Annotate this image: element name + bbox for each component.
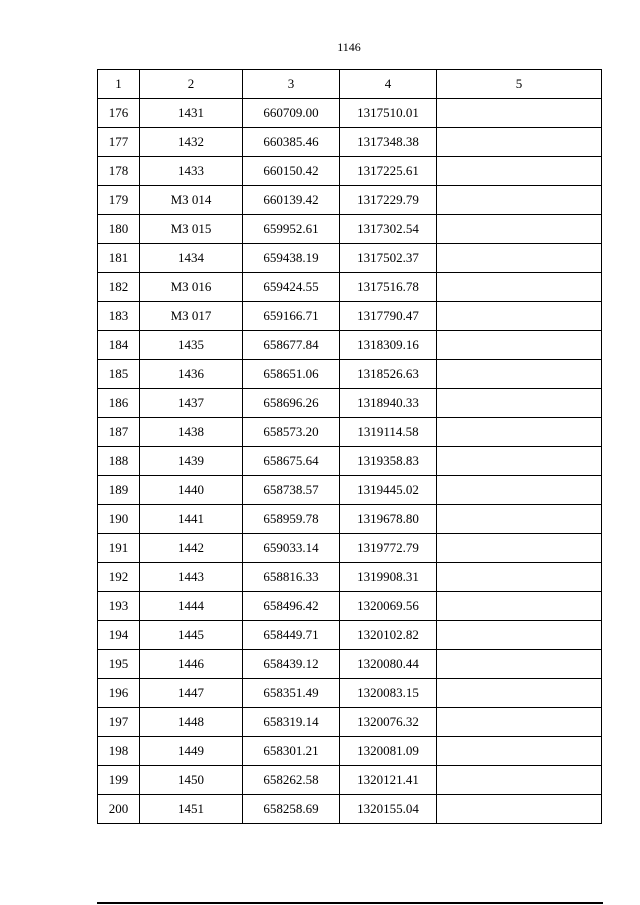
table-cell-col-3: 658677.84: [243, 331, 340, 360]
table-cell-col-2: 1442: [140, 534, 243, 563]
table-row: [98, 766, 602, 795]
table-cell-col-3: 658262.58: [243, 766, 340, 795]
table-cell-col-5: [437, 505, 602, 534]
column-header-3: 3: [243, 70, 340, 99]
table-row: [98, 505, 602, 534]
table-cell-col-3: 658573.20: [243, 418, 340, 447]
table-cell-col-2: 1447: [140, 679, 243, 708]
table-cell-col-2: 1448: [140, 708, 243, 737]
coordinates-table: [97, 69, 602, 824]
table-cell-col-5: [437, 795, 602, 824]
column-header-5: 5: [437, 70, 602, 99]
table-cell-col-4: 1317225.61: [340, 157, 437, 186]
table-cell-col-2: 1449: [140, 737, 243, 766]
table-cell-col-4: 1317302.54: [340, 215, 437, 244]
table-cell-col-1: 181: [98, 244, 140, 273]
table-cell-col-5: [437, 737, 602, 766]
table-cell-col-4: 1317516.78: [340, 273, 437, 302]
table-cell-col-5: [437, 273, 602, 302]
table-cell-col-3: 658675.64: [243, 447, 340, 476]
table-cell-col-3: 659033.14: [243, 534, 340, 563]
table-row: [98, 244, 602, 273]
table-cell-col-4: 1317229.79: [340, 186, 437, 215]
table-cell-col-2: 1434: [140, 244, 243, 273]
table-cell-col-2: 1437: [140, 389, 243, 418]
table-cell-col-1: 185: [98, 360, 140, 389]
table-cell-col-4: 1320083.15: [340, 679, 437, 708]
table-cell-col-3: 658738.57: [243, 476, 340, 505]
table-cell-col-4: 1317348.38: [340, 128, 437, 157]
table-cell-col-3: 658959.78: [243, 505, 340, 534]
table-cell-col-1: 189: [98, 476, 140, 505]
table-cell-col-2: 1440: [140, 476, 243, 505]
table-cell-col-1: 176: [98, 99, 140, 128]
table-cell-col-3: 658449.71: [243, 621, 340, 650]
table-cell-col-1: 200: [98, 795, 140, 824]
page-number: 1146: [337, 40, 361, 54]
table-cell-col-3: 658439.12: [243, 650, 340, 679]
table-cell-col-5: [437, 621, 602, 650]
table-cell-col-4: 1319908.31: [340, 563, 437, 592]
table-row: [98, 302, 602, 331]
table-cell-col-5: [437, 592, 602, 621]
table-cell-col-4: 1320076.32: [340, 708, 437, 737]
table-row: [98, 795, 602, 824]
table-cell-col-2: 1450: [140, 766, 243, 795]
table-cell-col-1: 183: [98, 302, 140, 331]
table-row: [98, 215, 602, 244]
table-cell-col-1: 190: [98, 505, 140, 534]
table-cell-col-2: МЗ 017: [140, 302, 243, 331]
table-cell-col-3: 658258.69: [243, 795, 340, 824]
table-cell-col-1: 192: [98, 563, 140, 592]
table-cell-col-4: 1320121.41: [340, 766, 437, 795]
table-cell-col-1: 193: [98, 592, 140, 621]
table-cell-col-4: 1320155.04: [340, 795, 437, 824]
table-cell-col-1: 186: [98, 389, 140, 418]
table-cell-col-5: [437, 157, 602, 186]
table-cell-col-4: 1319772.79: [340, 534, 437, 563]
table-row: [98, 157, 602, 186]
table-cell-col-1: 194: [98, 621, 140, 650]
table-cell-col-5: [437, 679, 602, 708]
table-cell-col-3: 660139.42: [243, 186, 340, 215]
table-cell-col-3: 658301.21: [243, 737, 340, 766]
table-cell-col-2: МЗ 015: [140, 215, 243, 244]
table-cell-col-1: 177: [98, 128, 140, 157]
table-cell-col-3: 659438.19: [243, 244, 340, 273]
table-cell-col-4: 1317790.47: [340, 302, 437, 331]
column-header-2: 2: [140, 70, 243, 99]
table-cell-col-5: [437, 331, 602, 360]
table-cell-col-5: [437, 99, 602, 128]
table-body: [98, 99, 602, 824]
table-cell-col-3: 658651.06: [243, 360, 340, 389]
table-row: [98, 273, 602, 302]
table-cell-col-2: 1436: [140, 360, 243, 389]
table-cell-col-1: 184: [98, 331, 140, 360]
table-row: [98, 708, 602, 737]
table-row: [98, 186, 602, 215]
column-header-4: 4: [340, 70, 437, 99]
table-cell-col-3: 659952.61: [243, 215, 340, 244]
table-cell-col-1: 182: [98, 273, 140, 302]
table-cell-col-4: 1319445.02: [340, 476, 437, 505]
table-cell-col-5: [437, 418, 602, 447]
table-cell-col-4: 1320081.09: [340, 737, 437, 766]
table-cell-col-4: 1317502.37: [340, 244, 437, 273]
table-row: [98, 418, 602, 447]
table-cell-col-2: 1439: [140, 447, 243, 476]
table-cell-col-4: 1318309.16: [340, 331, 437, 360]
table-cell-col-5: [437, 447, 602, 476]
table-cell-col-3: 660385.46: [243, 128, 340, 157]
table-cell-col-4: 1320080.44: [340, 650, 437, 679]
table-cell-col-3: 658351.49: [243, 679, 340, 708]
table-cell-col-5: [437, 186, 602, 215]
table-row: [98, 476, 602, 505]
table-cell-col-1: 180: [98, 215, 140, 244]
table-cell-col-4: 1319678.80: [340, 505, 437, 534]
table-cell-col-3: 658696.26: [243, 389, 340, 418]
table-cell-col-2: 1433: [140, 157, 243, 186]
table-cell-col-5: [437, 360, 602, 389]
table-row: [98, 592, 602, 621]
table-row: [98, 331, 602, 360]
table-cell-col-2: 1435: [140, 331, 243, 360]
table-cell-col-1: 191: [98, 534, 140, 563]
table-cell-col-2: 1438: [140, 418, 243, 447]
table-cell-col-2: МЗ 016: [140, 273, 243, 302]
table-cell-col-1: 197: [98, 708, 140, 737]
table-cell-col-1: 187: [98, 418, 140, 447]
table-row: [98, 128, 602, 157]
table-cell-col-5: [437, 708, 602, 737]
table-cell-col-5: [437, 650, 602, 679]
table-cell-col-3: 658496.42: [243, 592, 340, 621]
table-cell-col-5: [437, 766, 602, 795]
table-cell-col-2: 1432: [140, 128, 243, 157]
table-row: [98, 621, 602, 650]
footer-divider: [97, 902, 603, 904]
table-cell-col-1: 196: [98, 679, 140, 708]
table-header-row: [98, 70, 602, 99]
table-cell-col-4: 1318526.63: [340, 360, 437, 389]
table-row: [98, 679, 602, 708]
table-row: [98, 447, 602, 476]
table-row: [98, 389, 602, 418]
table-cell-col-1: 178: [98, 157, 140, 186]
table-row: [98, 650, 602, 679]
table-cell-col-2: 1441: [140, 505, 243, 534]
table-cell-col-4: 1319358.83: [340, 447, 437, 476]
table-row: [98, 99, 602, 128]
table-cell-col-2: 1431: [140, 99, 243, 128]
table-cell-col-3: 660709.00: [243, 99, 340, 128]
table-cell-col-4: 1317510.01: [340, 99, 437, 128]
table-cell-col-1: 179: [98, 186, 140, 215]
table-cell-col-2: 1444: [140, 592, 243, 621]
table-cell-col-2: 1451: [140, 795, 243, 824]
table-row: [98, 563, 602, 592]
table-cell-col-5: [437, 389, 602, 418]
table-cell-col-2: 1445: [140, 621, 243, 650]
table-cell-col-5: [437, 244, 602, 273]
table-cell-col-3: 658816.33: [243, 563, 340, 592]
table-cell-col-1: 198: [98, 737, 140, 766]
table-row: [98, 737, 602, 766]
table-cell-col-1: 199: [98, 766, 140, 795]
table-cell-col-1: 195: [98, 650, 140, 679]
table-cell-col-4: 1318940.33: [340, 389, 437, 418]
table-cell-col-5: [437, 476, 602, 505]
table-cell-col-2: 1443: [140, 563, 243, 592]
table-cell-col-1: 188: [98, 447, 140, 476]
table-cell-col-4: 1319114.58: [340, 418, 437, 447]
table-cell-col-2: МЗ 014: [140, 186, 243, 215]
table-row: [98, 360, 602, 389]
table-cell-col-5: [437, 215, 602, 244]
table-row: [98, 534, 602, 563]
table-cell-col-2: 1446: [140, 650, 243, 679]
table-cell-col-4: 1320102.82: [340, 621, 437, 650]
column-header-1: 1: [98, 70, 140, 99]
table-cell-col-3: 658319.14: [243, 708, 340, 737]
table-cell-col-4: 1320069.56: [340, 592, 437, 621]
table-cell-col-5: [437, 302, 602, 331]
table-cell-col-3: 659166.71: [243, 302, 340, 331]
table-cell-col-3: 660150.42: [243, 157, 340, 186]
table-cell-col-5: [437, 128, 602, 157]
table-cell-col-5: [437, 563, 602, 592]
table-cell-col-3: 659424.55: [243, 273, 340, 302]
table-cell-col-5: [437, 534, 602, 563]
